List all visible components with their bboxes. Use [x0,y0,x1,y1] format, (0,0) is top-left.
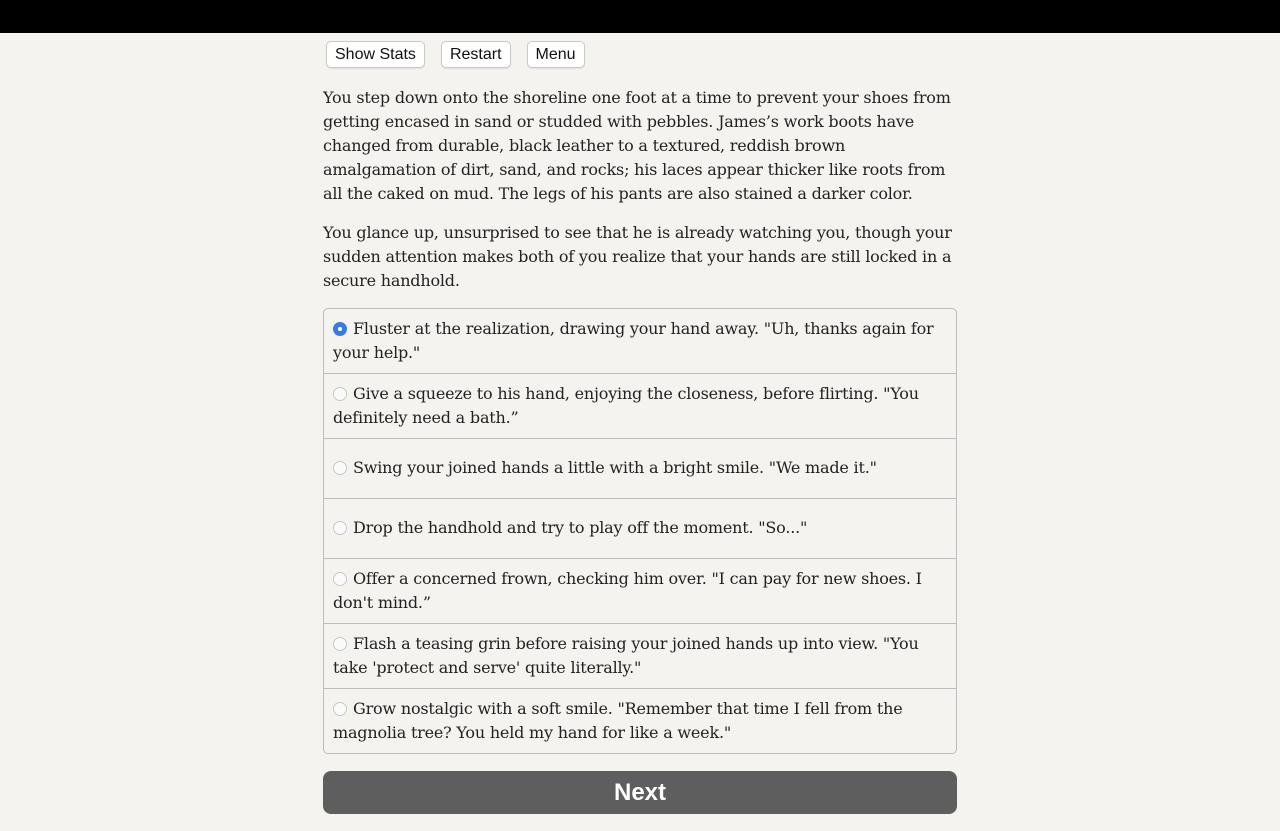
choice-label: Swing your joined hands a little with a bright smile. "We made it." [353,458,877,477]
choice-label: Drop the handhold and try to play off the moment. "So..." [353,518,808,537]
choice-option[interactable] [324,309,956,373]
story-paragraph: You glance up, unsurprised to see that he is already watching you, though your sudden attention makes both of you realize that your hands are still locked in a secure handhold. [323,223,952,290]
choice-label: Grow nostalgic with a soft smile. "Remember that time I fell from the magnolia tree? You held my hand for like a week." [333,699,903,742]
choice-option[interactable] [324,623,956,688]
story-paragraph: You step down onto the shoreline one foot at a time to prevent your shoes from getting encased in sand or studded with pebbles. James’s work boots have changed from durable, black leather to a textured, reddish brown amalgamation of dirt, sand, and rocks; his laces appear thicker like roots from all the caked on mud. The legs of his pants are also stained a darker color. [323,88,951,203]
choice-label: Flash a teasing grin before raising your joined hands up into view. "You take 'protect and serve' quite literally." [333,634,919,677]
choice-option[interactable] [324,373,956,438]
choice-option[interactable] [324,438,956,498]
radio-selected-icon[interactable] [333,322,347,336]
radio-icon[interactable] [333,521,347,535]
radio-icon[interactable] [333,387,347,401]
radio-icon[interactable] [333,637,347,651]
toolbar [326,41,957,68]
choice-label: Give a squeeze to his hand, enjoying the closeness, before flirting. "You definitely need a bath.” [333,384,919,427]
restart-button[interactable]: Restart [441,41,511,68]
radio-icon[interactable] [333,461,347,475]
choice-option[interactable] [324,498,956,558]
main-content [323,41,957,814]
next-button[interactable]: Next [323,771,957,814]
choice-option[interactable] [324,688,956,753]
menu-button[interactable]: Menu [527,41,585,68]
choice-option[interactable] [324,558,956,623]
choice-list [323,308,957,754]
show-stats-button[interactable]: Show Stats [326,41,425,68]
story-text [323,86,957,293]
top-bar [0,0,1280,33]
choice-label: Fluster at the realization, drawing your hand away. "Uh, thanks again for your help." [333,319,934,362]
choice-label: Offer a concerned frown, checking him over. "I can pay for new shoes. I don't mind.” [333,569,922,612]
radio-icon[interactable] [333,702,347,716]
radio-icon[interactable] [333,572,347,586]
